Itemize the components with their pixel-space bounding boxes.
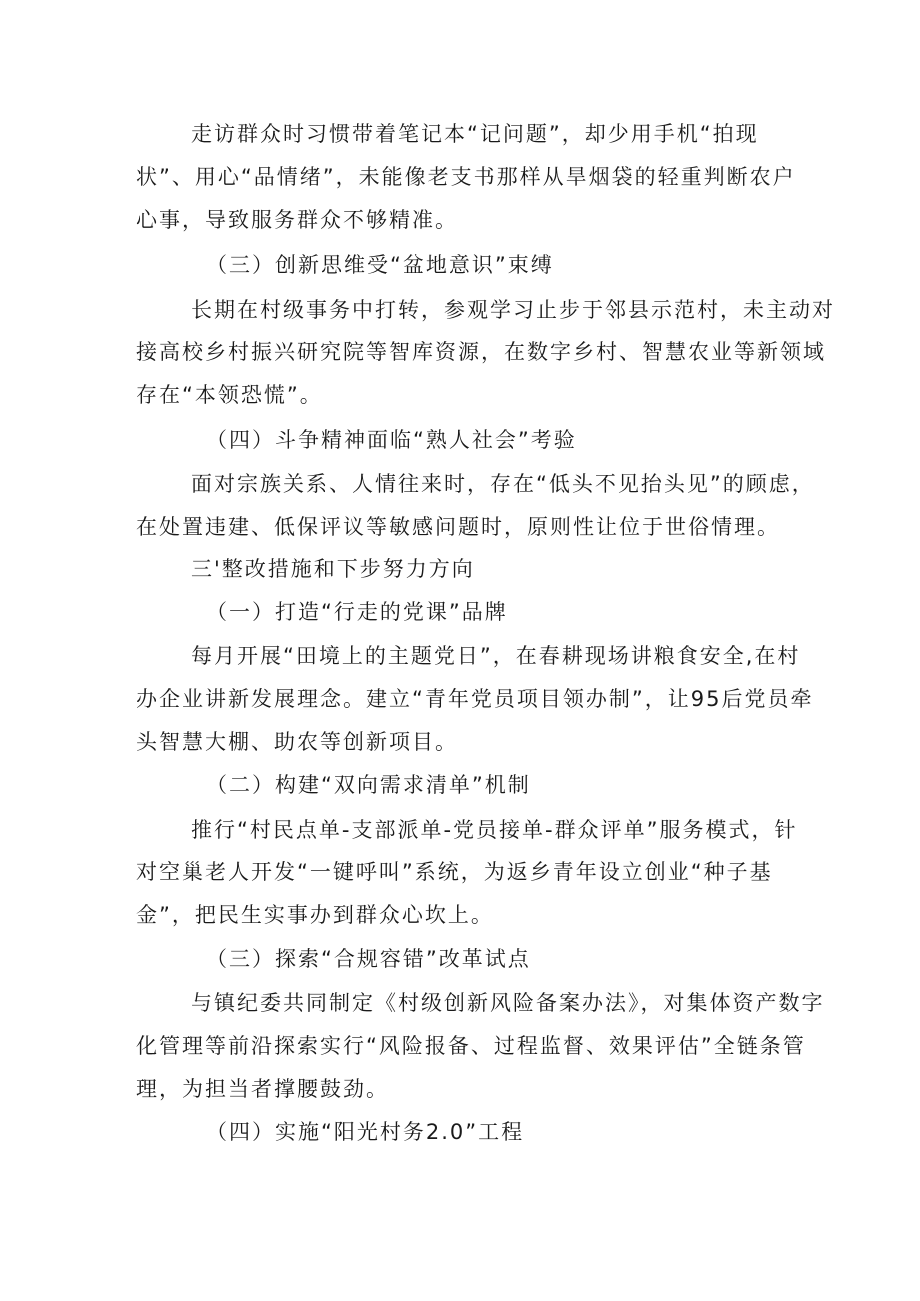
paragraph-line: 理，为担当者撑腰鼓劲。	[136, 1077, 389, 1101]
subheading-1: （一）打造“行走的党课”品牌	[206, 600, 508, 624]
subheading-struggle: （四）斗争精神面临“熟人社会”考验	[206, 428, 577, 452]
paragraph-line: 面对宗族关系、人情往来时，存在“低头不见抬头见”的顾虑，	[191, 472, 815, 496]
paragraph-line: 金”，把民生实事办到群众心坎上。	[136, 903, 494, 927]
paragraph-line: 与镇纪委共同制定《村级创新风险备案办法》，对集体资产数字	[191, 991, 825, 1015]
subheading-4: （四）实施“阳光村务2.0”工程	[206, 1120, 525, 1144]
paragraph-line: 化管理等前沿探索实行“风险报备、过程监督、效果评估”全链条管	[136, 1034, 806, 1058]
section-heading-3: 三'整改措施和下步努力方向	[191, 557, 475, 581]
paragraph-line: 推行“村民点单-支部派单-党员接单-群众评单”服务模式，针	[191, 818, 798, 842]
paragraph-line: 办企业讲新发展理念。建立“青年党员项目领办制”，让95后党员牵	[136, 687, 814, 711]
paragraph-line: 心事，导致服务群众不够精准。	[136, 208, 458, 232]
paragraph-line: 走访群众时习惯带着笔记本“记问题”，却少用手机“拍现	[191, 122, 759, 146]
paragraph-line: 在处置违建、低保评议等敏感问题时，原则性让位于世俗情理。	[136, 515, 780, 539]
paragraph-line: 接高校乡村振兴研究院等智库资源，在数字乡村、智慧农业等新领域	[136, 340, 826, 364]
paragraph-line: 每月开展“田境上的主题党日”，在春耕现场讲粮食安全,在村	[191, 644, 801, 668]
paragraph-line: 对空巢老人开发“一键呼叫”系统，为返乡青年设立创业“种子基	[136, 860, 773, 884]
paragraph-line: 长期在村级事务中打转，参观学习止步于邻县示范村，未主动对	[191, 298, 835, 322]
subheading-2: （二）构建“双向需求清单”机制	[206, 773, 531, 797]
subheading-innovation: （三）创新思维受“盆地意识”束缚	[206, 253, 554, 277]
paragraph-line: 头智慧大棚、助农等创新项目。	[136, 730, 458, 754]
subheading-3: （三）探索“合规容错”改革试点	[206, 947, 531, 971]
paragraph-line: 状”、用心“品情绪”，未能像老支书那样从旱烟袋的轻重判断农户	[136, 165, 796, 189]
paragraph-line: 存在“本领恐慌”。	[136, 383, 323, 407]
